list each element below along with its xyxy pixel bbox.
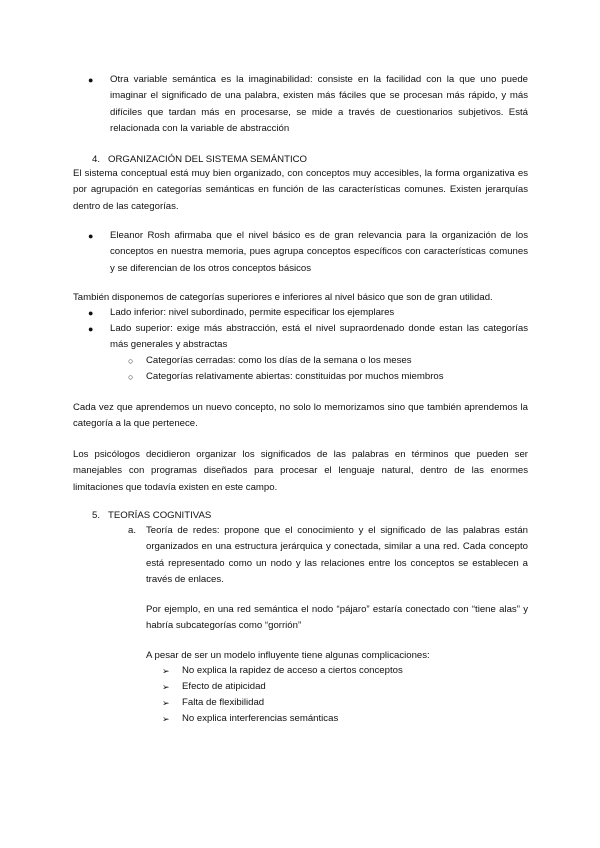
- bullet-dot: ●: [88, 75, 94, 85]
- complication-item: No explica interferencias semánticas: [182, 713, 339, 724]
- bullet-lower-level: Lado inferior: nivel subordinado, permite especificar los ejemplares: [110, 307, 395, 318]
- arrow-bullet-icon: ➢: [162, 714, 170, 724]
- bullet-dot: ●: [88, 324, 94, 334]
- section-4-intro: El sistema conceptual está muy bien organizado, con conceptos muy accesibles, la forma organizativa es por agrupación en categorías semánticas en función de las características comunes. Existen jerarquías dentro de las categorías.: [73, 168, 528, 212]
- section-5-title: TEORÍAS COGNITIVAS: [108, 510, 212, 521]
- example-paragraph: Por ejemplo, en una red semántica el nodo “pájaro” estaría conectado con “tiene alas” y habría subcategorías como “gorrión”: [146, 604, 528, 632]
- bullet-rosh: Eleanor Rosh afirmaba que el nivel básico es de gran relevancia para la organización de los conceptos en nuestra memoria, pues agrupa conceptos específicos con características comunes y se diferencian de los otros conceptos básicos: [110, 230, 528, 274]
- levels-intro: También disponemos de categorías superiores e inferiores al nivel básico que son de gran utilidad.: [73, 292, 493, 303]
- bullet-dot: ●: [88, 231, 94, 241]
- complication-item: Efecto de atipicidad: [182, 681, 266, 692]
- arrow-bullet-icon: ➢: [162, 682, 170, 692]
- complication-item: Falta de flexibilidad: [182, 697, 265, 708]
- item-a-network-theory: Teoría de redes: propone que el conocimiento y el significado de las palabras están organizados en una estructura jerárquica y conectada, similar a una red. Cada concepto está representado como un nodo y las relaciones entre los conceptos se establecen a través de enlaces.: [146, 525, 528, 586]
- sub-bullet-circle: ○: [128, 356, 134, 366]
- arrow-bullet-icon: ➢: [162, 698, 170, 708]
- bullet-upper-level: Lado superior: exige más abstracción, está el nivel supraordenado donde estan las categorías más generales y abstractas: [110, 323, 528, 351]
- psychologists-paragraph: Los psicólogos decidieron organizar los significados de las palabras en términos que pueden ser manejables con programas diseñados para procesar el lenguaje natural, dentro de las enormes limitaciones que todavía existen en este campo.: [73, 449, 528, 493]
- complication-item: No explica la rapidez de acceso a ciertos conceptos: [182, 665, 403, 676]
- item-a-marker: a.: [128, 525, 137, 536]
- bullet-dot: ●: [88, 308, 94, 318]
- section-4-title: ORGANIZACIÓN DEL SISTEMA SEMÁNTICO: [108, 154, 308, 165]
- sub-bullet-circle: ○: [128, 372, 134, 382]
- section-5-number: 5.: [92, 510, 101, 521]
- complications-intro: A pesar de ser un modelo influyente tiene algunas complicaciones:: [146, 650, 430, 661]
- sub-item-open-categories: Categorías relativamente abiertas: constituidas por muchos miembros: [146, 371, 444, 382]
- bullet-imaginabilidad: Otra variable semántica es la imaginabilidad: consiste en la facilidad con la que uno puede imaginar el significado de una palabra, existen más fáciles que se procesan más rápido, y más difíciles que tardan más en procesarse, se mide a través de cuestionarios subjetivos. Está relacionada con la variable de abstracción: [110, 74, 528, 135]
- arrow-bullet-icon: ➢: [162, 666, 170, 676]
- section-4-number: 4.: [92, 154, 101, 165]
- sub-item-closed-categories: Categorías cerradas: como los días de la semana o los meses: [146, 355, 412, 366]
- learning-paragraph: Cada vez que aprendemos un nuevo concepto, no solo lo memorizamos sino que también aprendemos la categoría a la que pertenece.: [73, 402, 528, 430]
